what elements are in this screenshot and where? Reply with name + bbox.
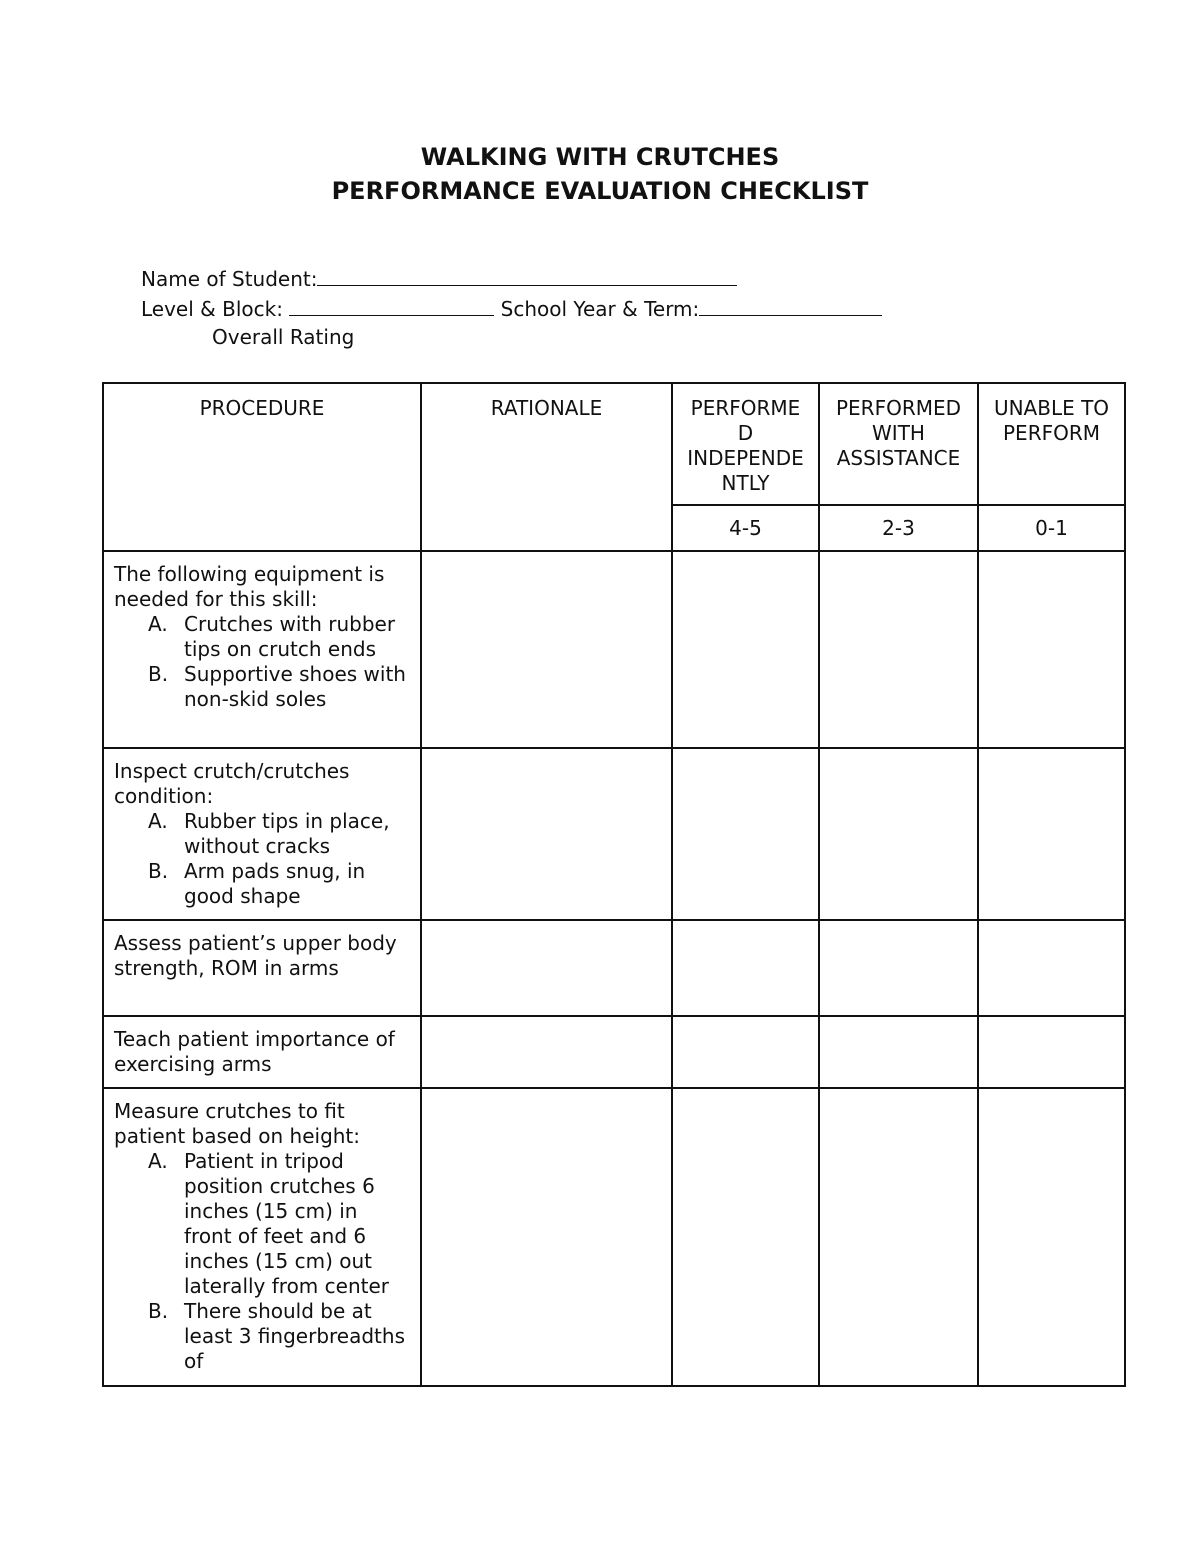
table-row [103,1088,1125,1386]
document-title-line-1: WALKING WITH CRUTCHES [420,143,780,171]
rationale-cell[interactable] [421,551,672,748]
independent-cell[interactable] [672,748,819,920]
level-block-field [141,295,882,323]
level-block-blank[interactable] [289,295,494,316]
unable-cell[interactable] [978,748,1125,920]
overall-rating-label: Overall Rating [212,325,355,349]
procedure-items [114,809,410,909]
assistance-cell[interactable] [819,551,978,748]
level-block-label: Level & Block: [141,297,283,321]
student-name-field [141,265,737,293]
unable-cell[interactable] [978,551,1125,748]
rationale-cell[interactable] [421,1088,672,1386]
procedure-text: Assess patient’s upper body strength, ROM in arms [114,931,397,980]
unable-cell[interactable] [978,920,1125,1016]
assistance-cell[interactable] [819,1016,978,1088]
rationale-cell[interactable] [421,1016,672,1088]
score-unable: 0-1 [978,505,1125,551]
list-item: A. Crutches with rubber tips on crutch ends [148,612,396,661]
list-item: A. Patient in tripod position crutches 6 inches (15 cm) in front of feet and 6 inches (15 cm) out laterally from center [148,1149,389,1298]
list-item: B. There should be at least 3 fingerbreadths of [148,1299,405,1373]
procedure-text: The following equipment is needed for this skill: [114,562,385,611]
procedure-items [114,1149,410,1374]
procedure-text: Teach patient importance of exercising arms [114,1027,395,1076]
table-row [103,551,1125,748]
independent-cell[interactable] [672,920,819,1016]
score-independent: 4-5 [672,505,819,551]
document-title-line-2: PERFORMANCE EVALUATION CHECKLIST [331,177,869,205]
table-row [103,1016,1125,1088]
assistance-cell[interactable] [819,748,978,920]
procedure-header: PROCEDURE [103,383,421,551]
rationale-cell[interactable] [421,920,672,1016]
school-year-blank[interactable] [699,295,882,316]
unable-cell[interactable] [978,1088,1125,1386]
performed-independently-header: PERFORME D INDEPENDE NTLY [672,383,819,505]
assistance-cell[interactable] [819,1088,978,1386]
assistance-cell[interactable] [819,920,978,1016]
procedure-cell [103,1088,421,1386]
school-year-label: School Year & Term: [500,297,700,321]
independent-cell[interactable] [672,1088,819,1386]
table-row [103,920,1125,1016]
procedure-cell [103,551,421,748]
unable-to-perform-header: UNABLE TO PERFORM [978,383,1125,505]
list-item: A. Rubber tips in place, without cracks [148,809,390,858]
table-row [103,748,1125,920]
procedure-text: Inspect crutch/crutches condition: [114,759,350,808]
header-row [103,383,1125,505]
independent-cell[interactable] [672,551,819,748]
procedure-items [114,612,410,712]
evaluation-checklist-table [102,382,1126,1387]
student-name-label: Name of Student: [141,267,318,291]
performed-with-assistance-header: PERFORMED WITH ASSISTANCE [819,383,978,505]
student-name-blank[interactable] [317,265,737,286]
procedure-cell [103,1016,421,1088]
procedure-cell [103,920,421,1016]
list-item: B. Arm pads snug, in good shape [148,859,366,908]
independent-cell[interactable] [672,1016,819,1088]
rationale-cell[interactable] [421,748,672,920]
procedure-text: Measure crutches to fit patient based on height: [114,1099,361,1148]
score-assistance: 2-3 [819,505,978,551]
list-item: B. Supportive shoes with non-skid soles [148,662,406,711]
procedure-cell [103,748,421,920]
rationale-header: RATIONALE [421,383,672,551]
unable-cell[interactable] [978,1016,1125,1088]
